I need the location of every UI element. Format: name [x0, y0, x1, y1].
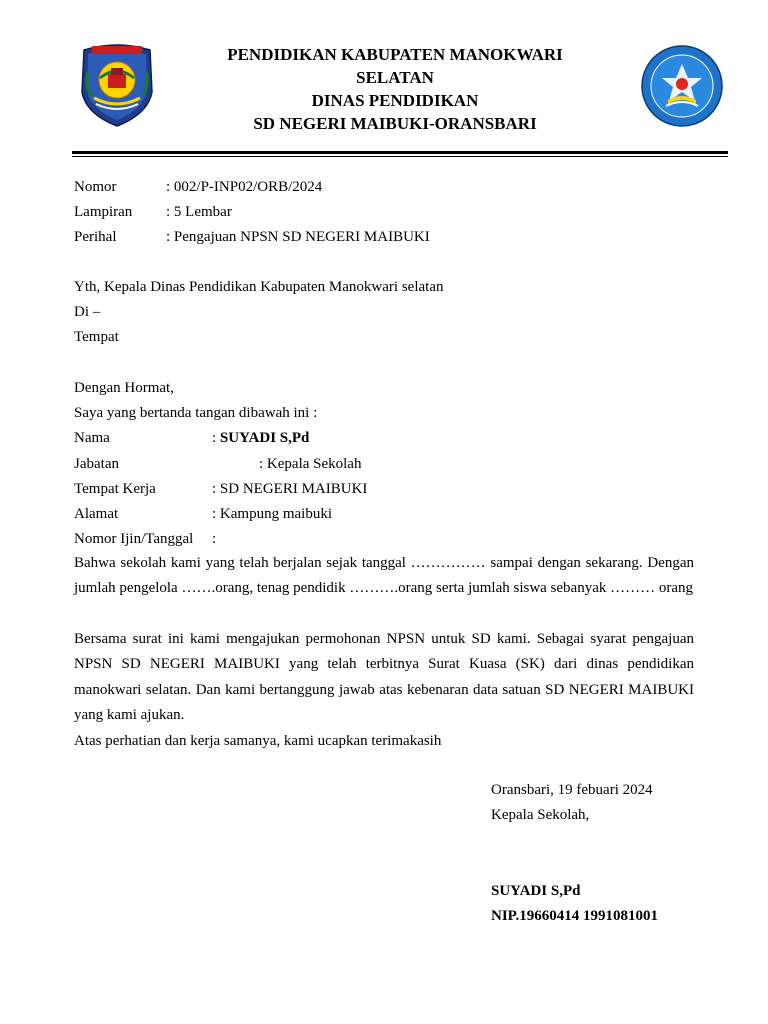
- alamat-label: Alamat: [74, 506, 119, 522]
- lampiran-label: Lampiran: [74, 204, 133, 220]
- perihal-label: Perihal: [74, 229, 117, 245]
- letterhead-divider-thin: [72, 156, 728, 157]
- tempat-kerja-value: : SD NEGERI MAIBUKI: [212, 481, 368, 497]
- recipient-line-2: Di –: [74, 304, 101, 320]
- recipient-line-3: Tempat: [74, 329, 119, 345]
- jabatan-value: : Kepala Sekolah: [259, 456, 362, 472]
- paragraph-2: Bersama surat ini kami mengajukan permohonan NPSN untuk SD kami. Sebagai syarat pengajuan NPSN SD NEGERI MAIBUKI yang telah terbitnya Surat Kuasa (SK) dari dinas pendidikan manokwari selatan. Dan kami bertanggung jawab atas kebenaran data satuan SD NEGERI MAIBUKI yang kami ajukan.: [74, 631, 694, 723]
- paragraph-1: Bahwa sekolah kami yang telah berjalan sejak tanggal …………… sampai dengan sekarang. Dengan jumlah pengelola …….orang, tenag pendidik ……….orang serta jumlah siswa sebanyak ……… orang: [74, 555, 694, 597]
- perihal-value: : Pengajuan NPSN SD NEGERI MAIBUKI: [166, 229, 430, 245]
- nomor-value: : 002/P-INP02/ORB/2024: [166, 179, 323, 195]
- nama-label: Nama: [74, 430, 110, 446]
- lampiran-value: : 5 Lembar: [166, 204, 232, 220]
- manokwari-selatan-emblem-icon: [78, 42, 156, 128]
- signature-position: Kepala Sekolah,: [491, 807, 590, 823]
- nama-row-value: [212, 428, 309, 448]
- letterhead-line-1: PENDIDIKAN KABUPATEN MANOKWARI: [227, 45, 563, 64]
- closing-line: Atas perhatian dan kerja samanya, kami ucapkan terimakasih: [74, 733, 442, 749]
- tempat-kerja-label: Tempat Kerja: [74, 481, 156, 497]
- greeting: Dengan Hormat,: [74, 380, 174, 396]
- nama-colon: :: [212, 430, 220, 446]
- nomor-ijin-value: :: [212, 531, 217, 547]
- tut-wuri-handayani-emblem-icon: [640, 44, 724, 128]
- nama-value: SUYADI S,Pd: [219, 430, 310, 446]
- nomor-ijin-label: Nomor Ijin/Tanggal: [74, 531, 194, 547]
- letterhead-title: [170, 43, 620, 135]
- nomor-label: Nomor: [74, 179, 117, 195]
- letterhead-line-2: SELATAN: [356, 68, 434, 87]
- jabatan-label: Jabatan: [74, 456, 119, 472]
- letterhead-divider-thick: [72, 151, 728, 154]
- recipient-line-1: Yth, Kepala Dinas Pendidikan Kabupaten Manokwari selatan: [74, 279, 444, 295]
- signature-place-date: Oransbari, 19 febuari 2024: [491, 782, 653, 798]
- letterhead-line-4: SD NEGERI MAIBUKI-ORANSBARI: [253, 114, 537, 133]
- signature-nip: NIP.19660414 1991081001: [491, 908, 658, 924]
- letterhead-line-3: DINAS PENDIDIKAN: [311, 91, 479, 110]
- signature-name: SUYADI S,Pd: [491, 883, 581, 899]
- alamat-value: : Kampung maibuki: [212, 506, 332, 522]
- intro-line: Saya yang bertanda tangan dibawah ini :: [74, 405, 318, 421]
